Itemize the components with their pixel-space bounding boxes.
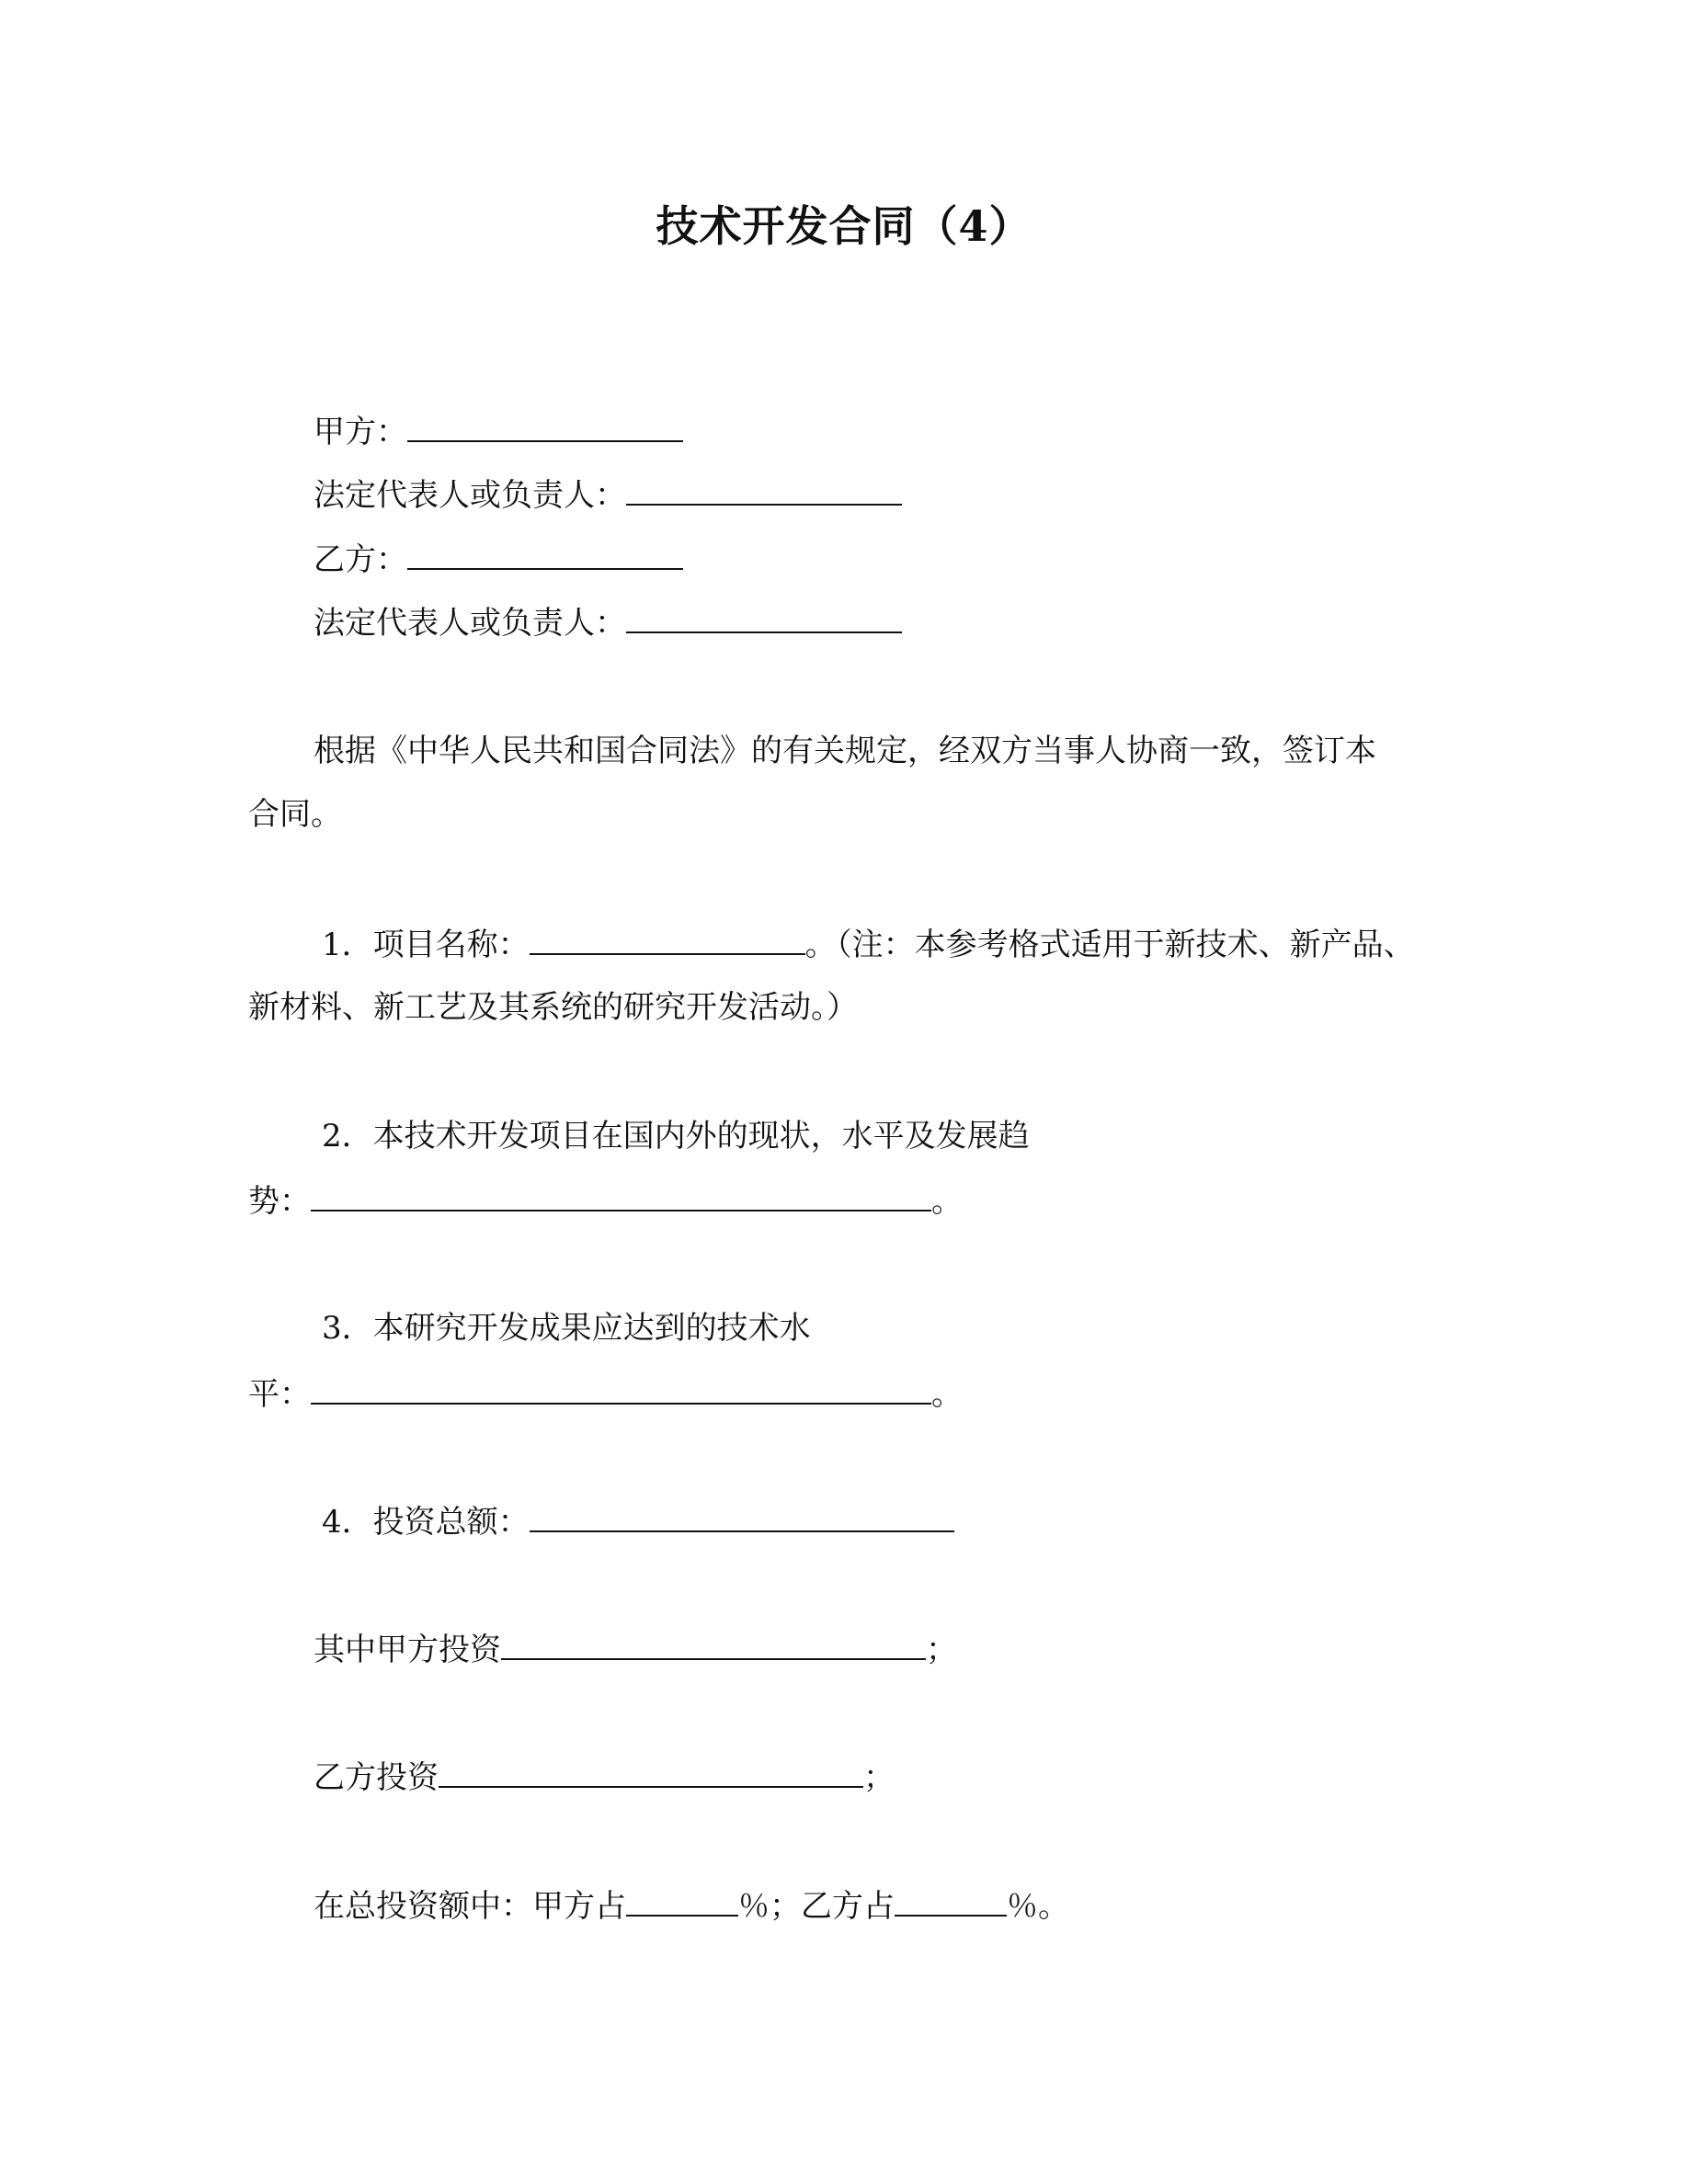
party-a-label: 甲方： bbox=[314, 414, 407, 450]
item-1-line bbox=[322, 920, 1415, 966]
preamble-line-2: 合同。 bbox=[248, 796, 342, 833]
party-b-rep-label: 法定代表人或负责人： bbox=[314, 605, 626, 642]
investment-share-line bbox=[314, 1882, 1069, 1928]
item-4-label: 4．投资总额： bbox=[322, 1504, 530, 1541]
party-b-investment-end: ； bbox=[863, 1759, 895, 1796]
item-2-line-2 bbox=[248, 1177, 963, 1223]
project-name-blank[interactable] bbox=[530, 920, 805, 955]
party-a-investment-label: 其中甲方投资 bbox=[314, 1632, 501, 1668]
item-4-line bbox=[322, 1497, 954, 1543]
party-a-blank[interactable] bbox=[407, 407, 683, 442]
item-2-line-1: 2．本技术开发项目在国内外的现状，水平及发展趋 bbox=[322, 1118, 1030, 1155]
item-3-end: 。 bbox=[931, 1376, 963, 1413]
party-a-rep-blank[interactable] bbox=[626, 471, 902, 506]
share-prefix: 在总投资额中：甲方占 bbox=[314, 1888, 626, 1925]
party-a-rep-label: 法定代表人或负责人： bbox=[314, 477, 626, 514]
preamble-line-1: 根据《中华人民共和国合同法》的有关规定，经双方当事人协商一致，签订本 bbox=[314, 733, 1376, 769]
party-b-label: 乙方： bbox=[314, 541, 407, 578]
party-a-investment-line bbox=[314, 1625, 957, 1671]
status-trend-blank[interactable] bbox=[311, 1177, 931, 1211]
share-mid: ％；乙方占 bbox=[738, 1888, 895, 1925]
document-title: 技术开发合同（4） bbox=[656, 201, 1032, 251]
tech-level-blank[interactable] bbox=[311, 1370, 931, 1405]
party-a-investment-end: ； bbox=[926, 1632, 957, 1668]
item-3-label: 平： bbox=[248, 1376, 311, 1413]
party-b-rep-blank[interactable] bbox=[626, 598, 902, 633]
party-b-investment-label: 乙方投资 bbox=[314, 1759, 439, 1796]
item-3-line-1: 3．本研究开发成果应达到的技术水 bbox=[322, 1310, 811, 1347]
party-a-investment-blank[interactable] bbox=[501, 1625, 926, 1660]
party-b-rep-line bbox=[314, 598, 902, 644]
party-a-share-blank[interactable] bbox=[626, 1882, 738, 1917]
item-2-label: 势： bbox=[248, 1183, 311, 1220]
item-2-end: 。 bbox=[931, 1183, 963, 1220]
share-end: ％。 bbox=[1007, 1888, 1069, 1925]
party-a-line bbox=[314, 407, 683, 453]
item-1-note-line-2: 新材料、新工艺及其系统的研究开发活动。） bbox=[248, 989, 858, 1026]
party-b-line bbox=[314, 535, 683, 581]
party-b-investment-line bbox=[314, 1753, 895, 1799]
party-b-share-blank[interactable] bbox=[895, 1882, 1007, 1917]
party-a-rep-line bbox=[314, 471, 902, 517]
party-b-investment-blank[interactable] bbox=[439, 1753, 863, 1788]
total-investment-blank[interactable] bbox=[530, 1497, 954, 1532]
item-1-note: 。（注：本参考格式适用于新技术、新产品、 bbox=[804, 927, 1415, 963]
party-b-blank[interactable] bbox=[407, 535, 683, 570]
item-1-label: 1．项目名称： bbox=[322, 927, 530, 963]
item-3-line-2 bbox=[248, 1370, 963, 1416]
